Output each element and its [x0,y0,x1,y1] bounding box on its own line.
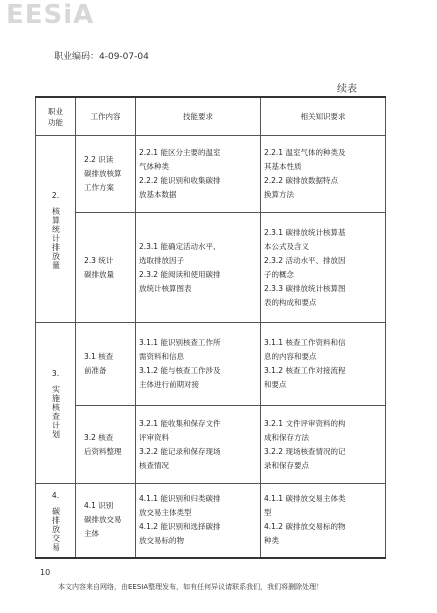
header-skill: 技能要求 [136,97,261,136]
footer-note: 本文内容来自网络，由EESIA整理发布，如有任何异议请联系我们，我们将删除处理！ [58,583,324,591]
skill-cell: 2.3.1 能确定活动水平、 选取排放因子 2.3.2 能阅读和使用碳排 放统计核算图表 [136,213,261,323]
table-row [36,484,386,558]
knowledge-cell: 3.2.1 文件评审资料的构 成和保存方法 3.2.2 现场核查情况的记 录和保存要点 [261,406,386,484]
continued-label: 续表 [337,84,357,95]
work-content-cell: 3.2 核查 后资料整理 [76,406,136,484]
function-number: 2. [51,190,60,200]
function-name: 实施核查计划 [51,385,61,439]
header-function: 职业 功能 [36,97,76,136]
function-name: 碳排放交易 [51,506,61,552]
knowledge-cell: 2.3.1 碳排放统计核算基 本公式及含义 2.3.2 活动水平、排放因 子的概念 2.3.3 碳排放统计核算图 表的构成和要点 [261,213,386,323]
function-name: 核算统计排放量 [51,206,61,270]
eesia-logo: EESiA [6,0,95,30]
function-cell [36,136,76,323]
knowledge-cell: 3.1.1 核查工作资料和信 息的内容和要点 3.1.2 核查工作对接流程 和要点 [261,323,386,406]
function-cell [36,323,76,484]
table-header-row [36,97,386,136]
header-work-content: 工作内容 [76,97,136,136]
table-row [36,406,386,484]
work-content-cell: 2.2 识读 碳排放核算 工作方案 [76,136,136,213]
table-row [36,213,386,323]
page-number: 10 [40,568,51,577]
header-knowledge: 相关知识要求 [261,97,386,136]
knowledge-cell: 4.1.1 碳排放交易主体类 型 4.1.2 碳排放交易标的物 种类 [261,484,386,558]
function-number: 4. [51,490,60,500]
skill-cell: 4.1.1 能识别和归类碳排 放交易主体类型 4.1.2 能识别和选择碳排 放交易标的物 [136,484,261,558]
work-content-cell: 2.3 统计 碳排放量 [76,213,136,323]
function-number: 3. [51,369,60,378]
skill-requirements-table [35,96,386,559]
skill-cell: 3.2.1 能收集和保存文件 评审资料 3.2.2 能记录和保存现场 核查情况 [136,406,261,484]
work-content-cell: 3.1 核查 前准备 [76,323,136,406]
skill-cell: 3.1.1 能识别核查工作所 需资料和信息 3.1.2 能与核查工作涉及 主体进行前期对接 [136,323,261,406]
table-row [36,323,386,406]
occupation-code: 职业编码：4-09-07-04 [54,52,149,62]
work-content-cell: 4.1 识别 碳排放交易 主体 [76,484,136,558]
table-row [36,136,386,213]
skill-cell: 2.2.1 能区分主要的温室 气体种类 2.2.2 能识别和收集碳排 放基本数据 [136,136,261,213]
knowledge-cell: 2.2.1 温室气体的种类及 其基本性质 2.2.2 碳排放数据特点 换算方法 [261,136,386,213]
function-cell [36,484,76,558]
